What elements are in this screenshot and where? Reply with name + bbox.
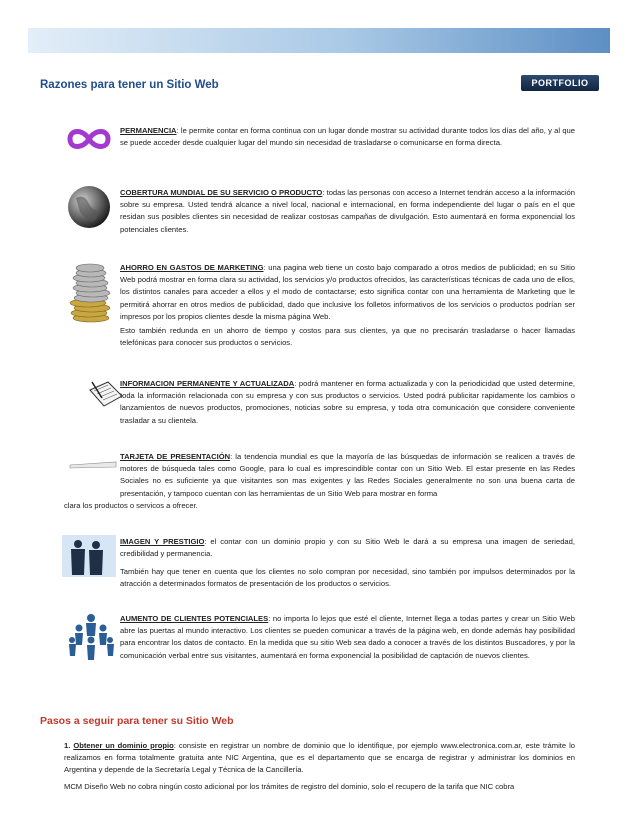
reason-ahorro: AHORRO EN GASTOS DE MARKETING: una pagina web tiene un costo bajo comparado a otros medios de publicidad; en su Sitio Web podrá mostrar en forma clara su actividad, los servicios y/o productos ofrecidos, las características técnicas de cada uno de ellos, los distintos canales para acceder a ellos y el modo de contactarse; esto significa contar con una herramienta de Marketing que le permitirá ahorrar en otros medios de publicidad, dado que inclusive los folletos informativos de los servicios o productos podrían ser impresos por los propios clientes desde la misma página Web.	[120, 263, 576, 321]
reason-ahorro-extra: Esto también redunda en un ahorro de tiempo y costos para sus clientes, ya que no precisarán trasladarse o hacer llamadas telefónicas para conocer sus productos o servicios.	[120, 326, 575, 348]
reason-heading: AUMENTO DE CLIENTES POTENCIALES	[120, 614, 269, 623]
coins-icon	[68, 262, 114, 324]
reason-tarjeta-tail: clara los productos o servicos a ofrecer.	[64, 501, 198, 510]
infinity-icon	[66, 126, 112, 152]
step-heading: Obtener un dominio propio	[73, 741, 174, 750]
reason-heading: PERMANENCIA	[120, 126, 177, 135]
reason-heading: TARJETA DE PRESENTACIÓN	[120, 452, 231, 461]
reason-imagen-extra: También hay que tener en cuenta que los clientes no solo compran por necesidad, sino también por impulsos determinados por la atracción a determinados formatos de presentación de los productos o servicios.	[120, 567, 575, 589]
steps-title: Pasos a seguir para tener su Sitio Web	[40, 715, 234, 727]
business-card-icon	[68, 459, 118, 471]
reason-informacion: INFORMACION PERMANENTE Y ACTUALIZADA: podrá mantener en forma actualizada y con la periodicidad que usted determine, toda la información relacionada con su empresa y con sus productos o servicios. Usted podrá publicitar rapidamente los cambios o lanzamientos de nuevos productos, promociones, noticias sobre su empresa, y toda otra comunicación que considere conveniente trasladar a su clientela.	[120, 379, 575, 425]
reason-permanencia: PERMANENCIA: le permite contar en forma continua con un lugar donde mostrar su actividad durante todos los días del año, y al que se puede acceder desde cualquier lugar del mundo sin necesidad de trasladarse o comunicarse en forma directa.	[120, 126, 575, 148]
reason-heading: INFORMACION PERMANENTE Y ACTUALIZADA	[120, 379, 295, 388]
portfolio-button[interactable]: PORTFOLIO	[521, 75, 599, 91]
reason-heading: IMAGEN Y PRESTIGIO	[120, 537, 205, 546]
globe-icon	[66, 184, 112, 230]
reason-tarjeta: TARJETA DE PRESENTACIÓN: la tendencia mundial es que la mayoría de las búsquedas de información se realicen a través de motores de búsqueda tales como Google, para lo cual es imprescindible contar con un Sitio Web. El estar presente en las Redes Sociales no es suficiente ya que visitantes son mas exigentes y las Redes Sociales generalmente no son una buena carta de presentación, y tampoco cuentan con las herramientas de un Sitio Web para mostrar en forma	[120, 452, 575, 498]
step-1-extra: MCM Diseño Web no cobra ningún costo adicional por los trámites de registro del dominio, solo el recupero de la tarifa que NIC cobra	[64, 782, 515, 791]
business-people-icon	[62, 535, 116, 577]
reason-heading: COBERTURA MUNDIAL DE SU SERVICIO O PRODUCTO	[120, 188, 323, 197]
reason-heading: AHORRO EN GASTOS DE MARKETING	[120, 263, 264, 272]
top-banner	[28, 28, 610, 53]
page-title: Razones para tener un Sitio Web	[40, 79, 219, 91]
reason-cobertura: COBERTURA MUNDIAL DE SU SERVICIO O PRODUCTO: todas las personas con acceso a Internet tendrán acceso a la información sobre su empresa. Usted tendrá alcance a nivel local, nacional e internacional, en forma independiente del lugar o país en el que residan sus posibles clientes sin necesidad de realizar costosas campañas de divulgación. Esto aumentará en forma exponencial los potenciales clientes.	[120, 188, 575, 234]
reason-aumento: AUMENTO DE CLIENTES POTENCIALES: no importa lo lejos que esté el cliente, Internet llega a todas partes y crear un Sitio Web abre las puertas al mundo interactivo. Los clientes se pueden comunicar a través de la página web, en donde además hay posibilidad para encontrar los datos de contacto. En la medida que su sitio Web sea dado a conocer a través de los distintos Buscadores, y por la comunicación verbal entre sus visitantes, aumentará en forma exponencial la posibilidad de captación de nuevos clientes.	[120, 614, 576, 660]
crowd-icon	[66, 612, 116, 662]
step-1: 1. Obtener un dominio propio: consiste en registrar un nombre de dominio que lo identifique, por ejemplo www.electronica.com.ar, este trámite lo realizamos en forma totalmente gratuita ante NIC Argentina, que es el departamento que se encarga de registrar y administrar los dominios en Argentina y depende de la Secretaría Legal y Técnica de la Cancillería.	[64, 741, 575, 775]
reason-imagen: IMAGEN Y PRESTIGIO: el contar con un dominio propio y con su Sitio Web le dará a su empresa una imagen de seriedad, credibilidad y permanencia.	[120, 537, 575, 559]
